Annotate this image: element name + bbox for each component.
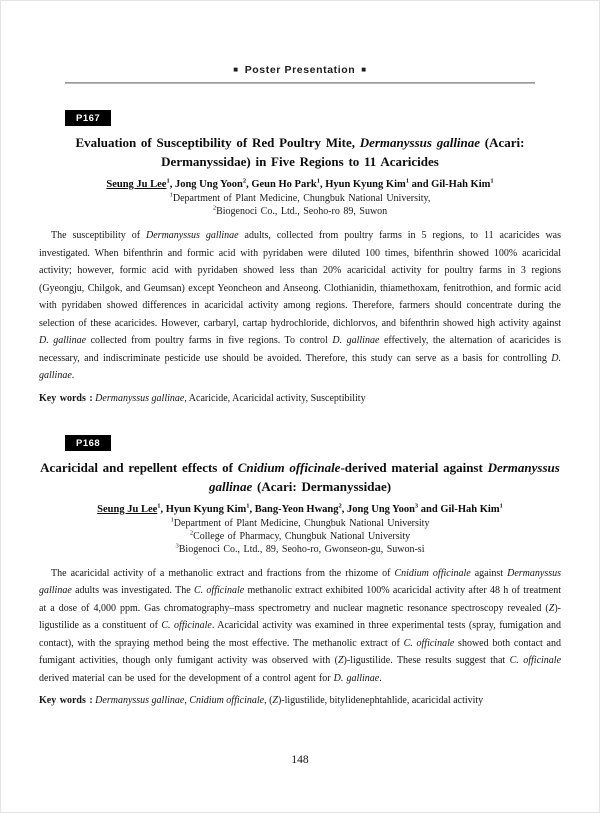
affiliation-line: $^1$Department of Plant Medicine, Chungbuk National University <box>170 516 430 529</box>
abstract-title: Evaluation of Susceptibility of Red Poultry Mite, Dermanyssus gallinae (Acari: Dermanyssidae) in Five Regions to 11 Acaricides <box>75 135 525 169</box>
abstract-id-badge: P168 <box>65 435 111 451</box>
page-header-title: Poster Presentation <box>244 64 356 76</box>
author-line: Seung Ju Lee$^1$, Hyun Kyung Kim$^1$, Bang-Yeon Hwang$^2$, Jong Ung Yoon$^3$ and Gil-Hah Kim$^1$ <box>97 502 503 515</box>
square-bullet-icon: ■ <box>233 65 239 74</box>
abstract-p167 <box>1 108 599 405</box>
affiliation-line: $^1$Department of Plant Medicine, Chungbuk National University, <box>169 191 431 204</box>
abstract-title: Acaricidal and repellent effects of Cnidium officinale-derived material against Dermanyssus gallinae (Acari: Dermanyssidae) <box>40 459 560 494</box>
affiliation-line: $^2$Biogenoci Co., Ltd., Seoho-ro 89, Suwon <box>212 204 388 217</box>
page-number: 148 <box>291 754 309 766</box>
keywords-line: Key words : Dermanyssus gallinae, Acaricide, Acaricidal activity, Susceptibility <box>39 392 366 404</box>
author-line: Seung Ju Lee$^1$, Jong Ung Yoon$^2$, Geun Ho Park$^1$, Hyun Kyung Kim$^1$ and Gil-Hah Kim$^1$ <box>106 177 494 190</box>
abstract-body: The acaricidal activity of a methanolic extract and fractions from the rhizome of Cnidium officinale against Dermanyssus gallinae adults was investigated. The C. officinale methanolic extract exhibited 100% acaricidal activity after 48 h of treatment at a dose of 4,000 ppm. Gas chromatography–mass spectrometry and nuclear magnetic resonance spectroscopy revealed (Z)-ligustilide as a constituent of C. officinale. Acaricidal activity was examined in three experimental tests (spray, fumigation and contact), with the spraying method being the most effective. The methanolic extract of C. officinale showed both contact and fumigant activities, though only fumigant activity was observed with (Z)-ligustilide. These results suggest that C. officinale derived material can be used for the development of a control agent for D. gallinae. <box>39 567 562 684</box>
page-header <box>1 64 599 76</box>
abstract-p168 <box>1 433 599 708</box>
abstract-body: The susceptibility of Dermanyssus gallinae adults, collected from poultry farms in 5 regions, to 11 acaricides was investigated. When bifenthrin and formic acid with pyridaben were diluted 100 times, bifenthrin showed 100% acaricidal activity; however, formic acid with pyridaben showed less than 20% acaricidal activity for poultry farms in 3 regions (Gyeongju, Chilgok, and Geumsan) except Yeoncheon and Anseong. Clothianidin, thiamethoxam, fenitrothion, and formic acid with pyridaben showed differences in acaricidal activity among regions. Therefore, farmers should concentrate during the selection of these acaricides. However, carbaryl, cartap hydrochloride, dichlorvos, and bifenthrin showed high activity against D. gallinae collected from poultry farms in five regions. To control D. gallinae effectively, the alternation of acaricides is necessary, and indiscriminate pesticide use should be avoided. Therefore, this study can serve as a basis for controlling D. gallinae. <box>39 230 561 381</box>
affiliation-list <box>1 517 599 556</box>
affiliation-line: $^2$College of Pharmacy, Chungbuk National University <box>189 529 411 542</box>
keywords-line: Key words : Dermanyssus gallinae, Cnidium officinale, (Z)-ligustilide, bitylidenephtahlide, acaricidal activity <box>39 695 484 706</box>
abstract-id-badge: P167 <box>65 110 111 126</box>
header-divider <box>65 82 535 84</box>
page-footer <box>1 754 599 766</box>
affiliation-list <box>1 192 599 218</box>
square-bullet-icon: ■ <box>361 65 367 74</box>
affiliation-line: $^3$Biogenoci Co., Ltd., 89, Seoho-ro, Gwonseon-gu, Suwon-si <box>175 542 425 555</box>
